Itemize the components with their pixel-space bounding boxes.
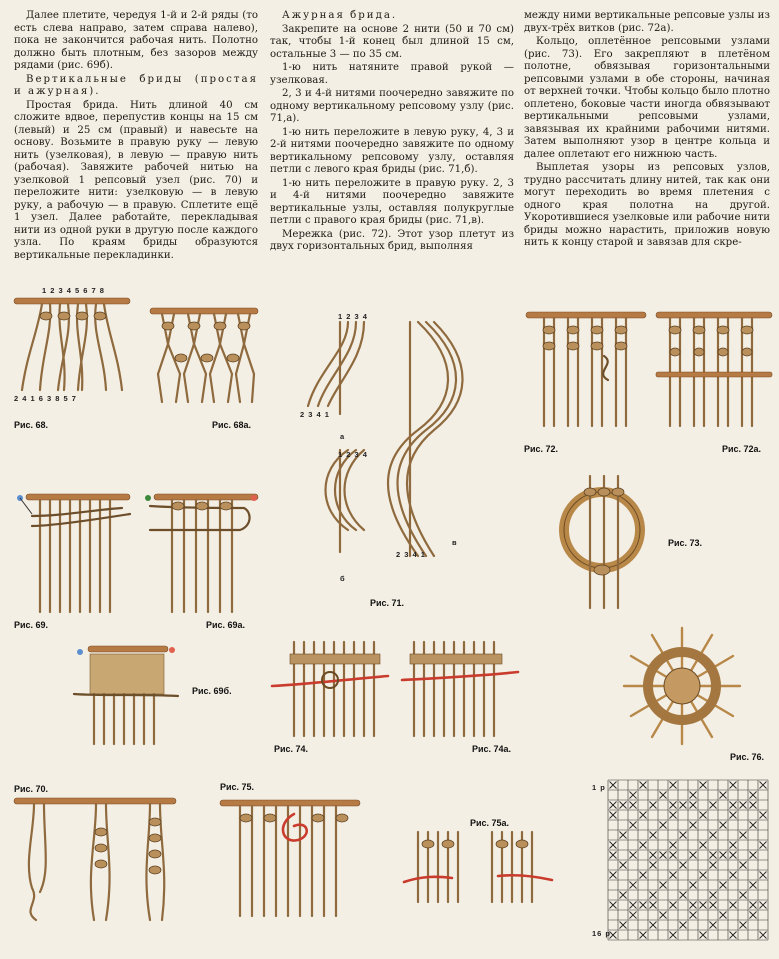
grid-cross-mark <box>690 802 697 809</box>
paragraph: Выплетая узоры из репсовых узлов, трудно рассчитать длину нитей, так как они могут переходить во время плетения с одного края полотна на другой. Укоротившиеся узелковые или рабочие нити бриды можно нарастить, приложив новую нить к концу старой и завязав для скре- <box>524 162 770 248</box>
grid-cross-mark <box>710 892 717 899</box>
section-heading: Вертикальные бриды (простая и ажурная). <box>14 73 258 97</box>
grid-cross-mark <box>660 852 667 859</box>
grid-cross-mark <box>650 832 657 839</box>
grid-cross-mark <box>650 922 657 929</box>
paragraph: между ними вертикальные репсовые узлы из двух-трёх витков (рис. 72а). <box>524 10 770 34</box>
fig74a-illustration <box>400 640 520 740</box>
grid-cross-mark <box>660 822 667 829</box>
grid-cross-mark <box>730 902 737 909</box>
fig76-illustration <box>622 626 742 746</box>
grid-cross-mark <box>670 902 677 909</box>
grid-cross-mark <box>720 882 727 889</box>
grid-cross-mark <box>680 892 687 899</box>
grid-cross-mark <box>680 832 687 839</box>
grid-cross-mark <box>710 862 717 869</box>
grid-cross-mark <box>740 892 747 899</box>
grid-last-row-label: 16 р <box>592 929 612 938</box>
grid-cross-mark <box>660 912 667 919</box>
grid-cross-mark <box>620 832 627 839</box>
grid-cross-mark <box>730 842 737 849</box>
pattern-grid <box>608 780 768 940</box>
grid-cross-mark <box>690 912 697 919</box>
grid-cross-mark <box>650 902 657 909</box>
grid-cross-mark <box>610 932 617 939</box>
paragraph: Далее плетите, чередуя 1-й и 2-й ряды (то есть слева направо, затем справа налево), пока не закончится рабочая нить. Полотно должно быть плотным, без зазоров между рядами (рис. 69б). <box>14 10 258 71</box>
grid-cross-mark <box>730 812 737 819</box>
grid-cross-mark <box>630 822 637 829</box>
grid-cross-mark <box>760 872 767 879</box>
grid-cross-mark <box>670 782 677 789</box>
grid-cross-mark <box>650 892 657 899</box>
grid-cross-mark <box>750 802 757 809</box>
text-column-1 <box>14 10 258 263</box>
paragraph: 1-ю нить переложите в левую руку, 4, 3 и 2-й нитями поочередно завяжите по одному вертикальному репсовому узлу, оставляя петли с левого края бриды (рис. 71,б). <box>270 126 514 175</box>
grid-cross-mark <box>670 872 677 879</box>
grid-cross-mark <box>760 782 767 789</box>
grid-cross-mark <box>660 792 667 799</box>
grid-cross-mark <box>670 802 677 809</box>
grid-cross-mark <box>610 802 617 809</box>
grid-cross-mark <box>680 862 687 869</box>
grid-cross-mark <box>630 792 637 799</box>
fig68a-caption: Рис. 68а. <box>212 420 252 430</box>
grid-cross-mark <box>750 792 757 799</box>
grid-cross-mark <box>750 912 757 919</box>
grid-cross-mark <box>740 862 747 869</box>
fig70-illustration <box>10 792 180 922</box>
fig69-caption: Рис. 69. <box>14 620 49 630</box>
grid-cross-mark <box>640 902 647 909</box>
grid-cross-mark <box>750 882 757 889</box>
grid-cross-mark <box>630 802 637 809</box>
grid-cross-mark <box>700 842 707 849</box>
grid-cross-mark <box>620 922 627 929</box>
fig71-thread-numbers-top-b: 1 2 3 4 <box>338 450 368 459</box>
grid-cross-mark <box>730 872 737 879</box>
fig71-sub-label-a: а <box>340 432 346 441</box>
section-heading: Ажурная брида. <box>282 10 398 21</box>
grid-cross-mark <box>610 852 617 859</box>
grid-cross-mark <box>740 922 747 929</box>
grid-cross-mark <box>720 792 727 799</box>
grid-cross-mark <box>750 902 757 909</box>
paragraph: 1-ю нить переложите в правую руку. 2, 3 и 4-й нитями поочередно завяжите вертикальные узлы, оставляя полукруглые петли с правого края бриды (рис. 71,в). <box>270 177 514 226</box>
grid-cross-mark <box>710 922 717 929</box>
grid-cross-mark <box>730 802 737 809</box>
fig74a-caption: Рис. 74а. <box>472 744 512 754</box>
fig72a-illustration <box>654 306 774 430</box>
fig75-illustration <box>216 794 362 920</box>
grid-cross-mark <box>620 892 627 899</box>
grid-cross-mark <box>760 932 767 939</box>
paragraph: 1-ю нить натяните правой рукой — узелковая. <box>270 62 514 86</box>
fig72a-caption: Рис. 72а. <box>722 444 762 454</box>
grid-cross-mark <box>630 852 637 859</box>
grid-cross-mark <box>630 912 637 919</box>
fig70-caption: Рис. 70. <box>14 784 49 794</box>
grid-cross-mark <box>690 852 697 859</box>
fig68-illustration <box>12 294 132 394</box>
grid-cross-mark <box>630 902 637 909</box>
fig69a-caption: Рис. 69а. <box>206 620 246 630</box>
grid-cross-mark <box>610 842 617 849</box>
grid-cross-mark <box>610 812 617 819</box>
grid-cross-mark <box>670 932 677 939</box>
grid-cross-mark <box>620 802 627 809</box>
grid-cross-mark <box>720 822 727 829</box>
grid-cross-mark <box>620 862 627 869</box>
grid-cross-mark <box>710 852 717 859</box>
paragraph: 2, 3 и 4-й нитями поочередно завяжите по одному вертикальному репсовому узлу (рис. 71,а). <box>270 88 514 124</box>
grid-cross-mark <box>700 932 707 939</box>
grid-cross-mark <box>710 802 717 809</box>
fig75a-illustration <box>402 830 556 906</box>
grid-cross-mark <box>740 832 747 839</box>
grid-cross-mark <box>690 882 697 889</box>
grid-cross-mark <box>690 792 697 799</box>
grid-cross-mark <box>710 902 717 909</box>
paragraph: Мережка (рис. 72). Этот узор плетут из двух горизонтальных брид, выполняя <box>270 228 514 252</box>
fig75a-caption: Рис. 75а. <box>470 818 510 828</box>
grid-cross-mark <box>680 802 687 809</box>
fig69a-illustration <box>140 486 260 616</box>
grid-cross-mark <box>700 902 707 909</box>
fig72-illustration <box>524 306 648 430</box>
fig68-thread-numbers-bottom: 2 4 1 6 3 8 5 7 <box>14 394 77 403</box>
grid-cross-mark <box>700 812 707 819</box>
grid-cross-mark <box>690 902 697 909</box>
paragraph: Кольцо, оплетённое репсовыми узлами (рис. 73). Его закрепляют в плетёном полотне, обвязывая горизонтальными репсовыми узлами в обе стороны, начиная от верхней точки. Чтобы кольцо было плотно оплетено, боковые части иногда обвязывают вертикальными репсовыми узлами, завязывая их крайними рабочими нитями. Затем выполняют узор в центре кольца и далее оплетают его нижнюю часть. <box>524 36 770 160</box>
grid-cross-mark <box>710 832 717 839</box>
grid-cross-mark <box>680 922 687 929</box>
grid-cross-mark <box>640 872 647 879</box>
paragraph: Закрепите на основе 2 нити (50 и 70 см) так, чтобы 1-й конец был длиной 15 см, остальные 3 — по 35 см. <box>270 23 514 60</box>
grid-cross-mark <box>720 852 727 859</box>
fig71-thread-numbers-top: 1 2 3 4 <box>338 312 368 321</box>
grid-cross-mark <box>610 902 617 909</box>
fig75-caption: Рис. 75. <box>220 782 255 792</box>
grid-cross-mark <box>690 822 697 829</box>
fig69b-illustration <box>60 640 180 750</box>
grid-cross-mark <box>640 842 647 849</box>
fig71-sub-label-b: б <box>340 574 346 583</box>
fig74-caption: Рис. 74. <box>274 744 309 754</box>
grid-cross-mark <box>640 932 647 939</box>
grid-cross-mark <box>760 902 767 909</box>
grid-cross-mark <box>610 782 617 789</box>
fig74-illustration <box>270 640 390 740</box>
fig68a-illustration <box>148 304 260 404</box>
fig68-caption: Рис. 68. <box>14 420 49 430</box>
grid-cross-mark <box>750 822 757 829</box>
grid-cross-mark <box>730 852 737 859</box>
fig71-caption: Рис. 71. <box>370 598 405 608</box>
grid-cross-mark <box>610 872 617 879</box>
fig71-thread-numbers-bottom-v: 2 3 4 1 <box>396 550 426 559</box>
grid-cross-mark <box>650 862 657 869</box>
grid-cross-mark <box>660 882 667 889</box>
grid-first-row-label: 1 р <box>592 783 606 792</box>
grid-cross-mark <box>760 812 767 819</box>
grid-cross-mark <box>650 802 657 809</box>
grid-cross-mark <box>630 882 637 889</box>
paragraph: Простая брида. Нить длиной 40 см сложите вдвое, перепустив концы на 15 см (левый) и 25 см (правый) и навесьте на основу. Возьмите в правую руку — левую нить (узелковая), в левую — правую нить (рабочая). Завяжите рабочей нитью на узелковой 1 репсовый узел (рис. 70) и переложите нити: узелковую — в левую руку, а рабочую — в правую. Сплетите ещё 1 узел. Далее работайте, перекладывая нити из одной руки в другую после каждого узла. По краям бриды образуются вертикальные перекладинки. <box>14 99 258 261</box>
fig73-illustration <box>546 476 666 612</box>
grid-cross-mark <box>730 932 737 939</box>
grid-cross-mark <box>760 842 767 849</box>
grid-cross-mark <box>750 852 757 859</box>
grid-cross-mark <box>670 842 677 849</box>
text-column-3 <box>524 10 770 251</box>
fig71-illustration <box>298 320 474 566</box>
fig71-thread-numbers-bottom-a: 2 3 4 1 <box>300 410 330 419</box>
fig69b-caption: Рис. 69б. <box>192 686 232 696</box>
grid-cross-mark <box>670 852 677 859</box>
fig73-caption: Рис. 73. <box>668 538 703 548</box>
grid-cross-mark <box>670 812 677 819</box>
grid-cross-mark <box>720 912 727 919</box>
text-column-2 <box>270 10 514 255</box>
fig69-illustration <box>12 486 132 616</box>
fig71-sub-label-v: в <box>452 538 458 547</box>
grid-cross-mark <box>730 782 737 789</box>
grid-cross-mark <box>640 782 647 789</box>
grid-cross-mark <box>700 782 707 789</box>
fig72-caption: Рис. 72. <box>524 444 559 454</box>
fig76-caption: Рис. 76. <box>730 752 765 762</box>
fig68-thread-numbers-top: 1 2 3 4 5 6 7 8 <box>42 286 105 295</box>
grid-cross-mark <box>700 872 707 879</box>
grid-cross-mark <box>740 802 747 809</box>
grid-cross-mark <box>650 852 657 859</box>
grid-cross-mark <box>640 812 647 819</box>
